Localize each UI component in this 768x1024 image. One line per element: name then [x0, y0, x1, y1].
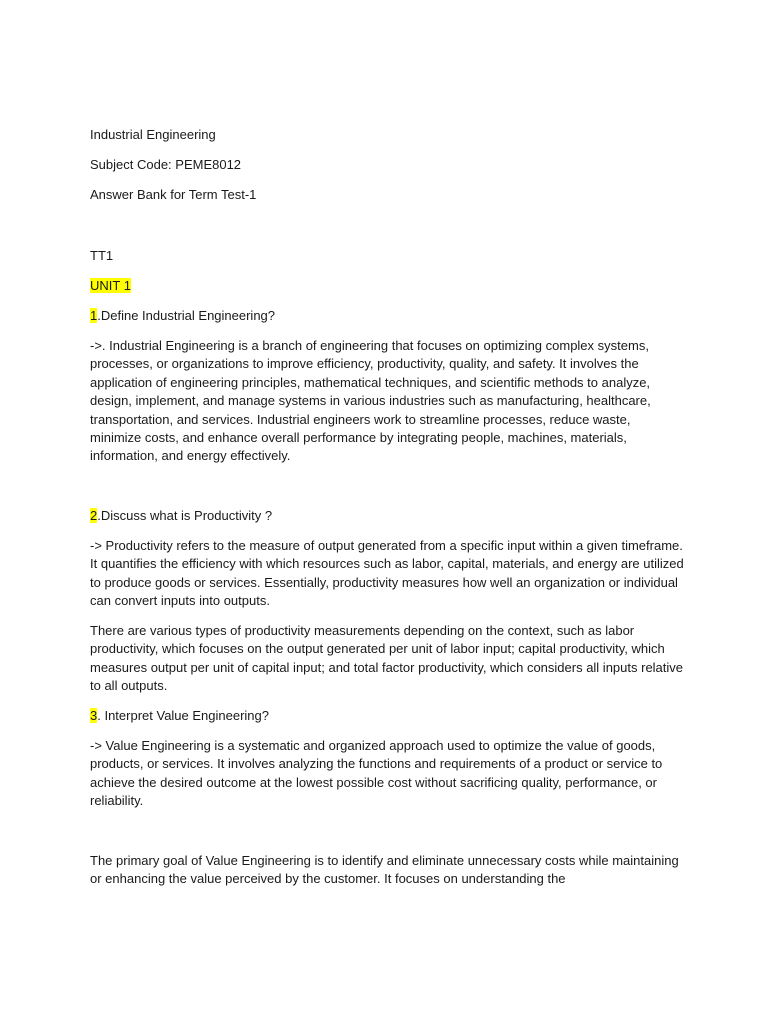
answer-3-paragraph-2: The primary goal of Value Engineering is to identify and eliminate unnecessary costs while maintaining or enhancing the value perceived by the customer. It focuses on understanding the: [90, 853, 679, 887]
answer-2-paragraph-2: There are various types of productivity measurements depending on the context, such as labor productivity, which focuses on the output generated per unit of labor input; capital productivity, which measures output per unit of capital input; and total factor productivity, which considers all inputs relative to all outputs.: [90, 623, 684, 694]
question-text: . Interpret Value Engineering?: [97, 708, 269, 723]
unit-label: UNIT 1: [90, 278, 131, 293]
document-title: Industrial Engineering: [90, 127, 216, 142]
unit-heading: [90, 277, 131, 295]
question-1: [90, 307, 275, 325]
answer-bank-heading: Answer Bank for Term Test-1: [90, 187, 257, 202]
question-2: [90, 507, 272, 525]
term-test-label: TT1: [90, 248, 114, 263]
answer-3-paragraph-1: -> Value Engineering is a systematic and organized approach used to optimize the value of goods, products, or services. It involves analyzing the functions and requirements of a product or service to achieve the desired outcome at the lowest possible cost without sacrificing quality, performance, or reliability.: [90, 738, 663, 809]
question-number: 3: [90, 708, 98, 723]
question-text: .Discuss what is Productivity ?: [97, 508, 273, 523]
question-number: 2: [90, 508, 98, 523]
subject-code: Subject Code: PEME8012: [90, 157, 242, 172]
question-3: [90, 707, 269, 725]
question-number: 1: [90, 308, 98, 323]
question-text: .Define Industrial Engineering?: [97, 308, 276, 323]
answer-1-paragraph: ->. Industrial Engineering is a branch of engineering that focuses on optimizing complex systems, processes, or organizations to improve efficiency, productivity, quality, and safety. It involves the application of engineering principles, mathematical techniques, and scientific methods to analyze, design, implement, and manage systems in various industries such as manufacturing, healthcare, transportation, and services. Industrial engineers work to streamline processes, reduce waste, minimize costs, and enhance overall performance by integrating people, machines, materials, information, and energy effectively.: [90, 338, 651, 464]
answer-2-paragraph-1: -> Productivity refers to the measure of output generated from a specific input within a given timeframe. It quantifies the efficiency with which resources such as labor, capital, materials, and energy are utilized to produce goods or services. Essentially, productivity measures how well an organization or individual can convert inputs into outputs.: [90, 538, 684, 609]
